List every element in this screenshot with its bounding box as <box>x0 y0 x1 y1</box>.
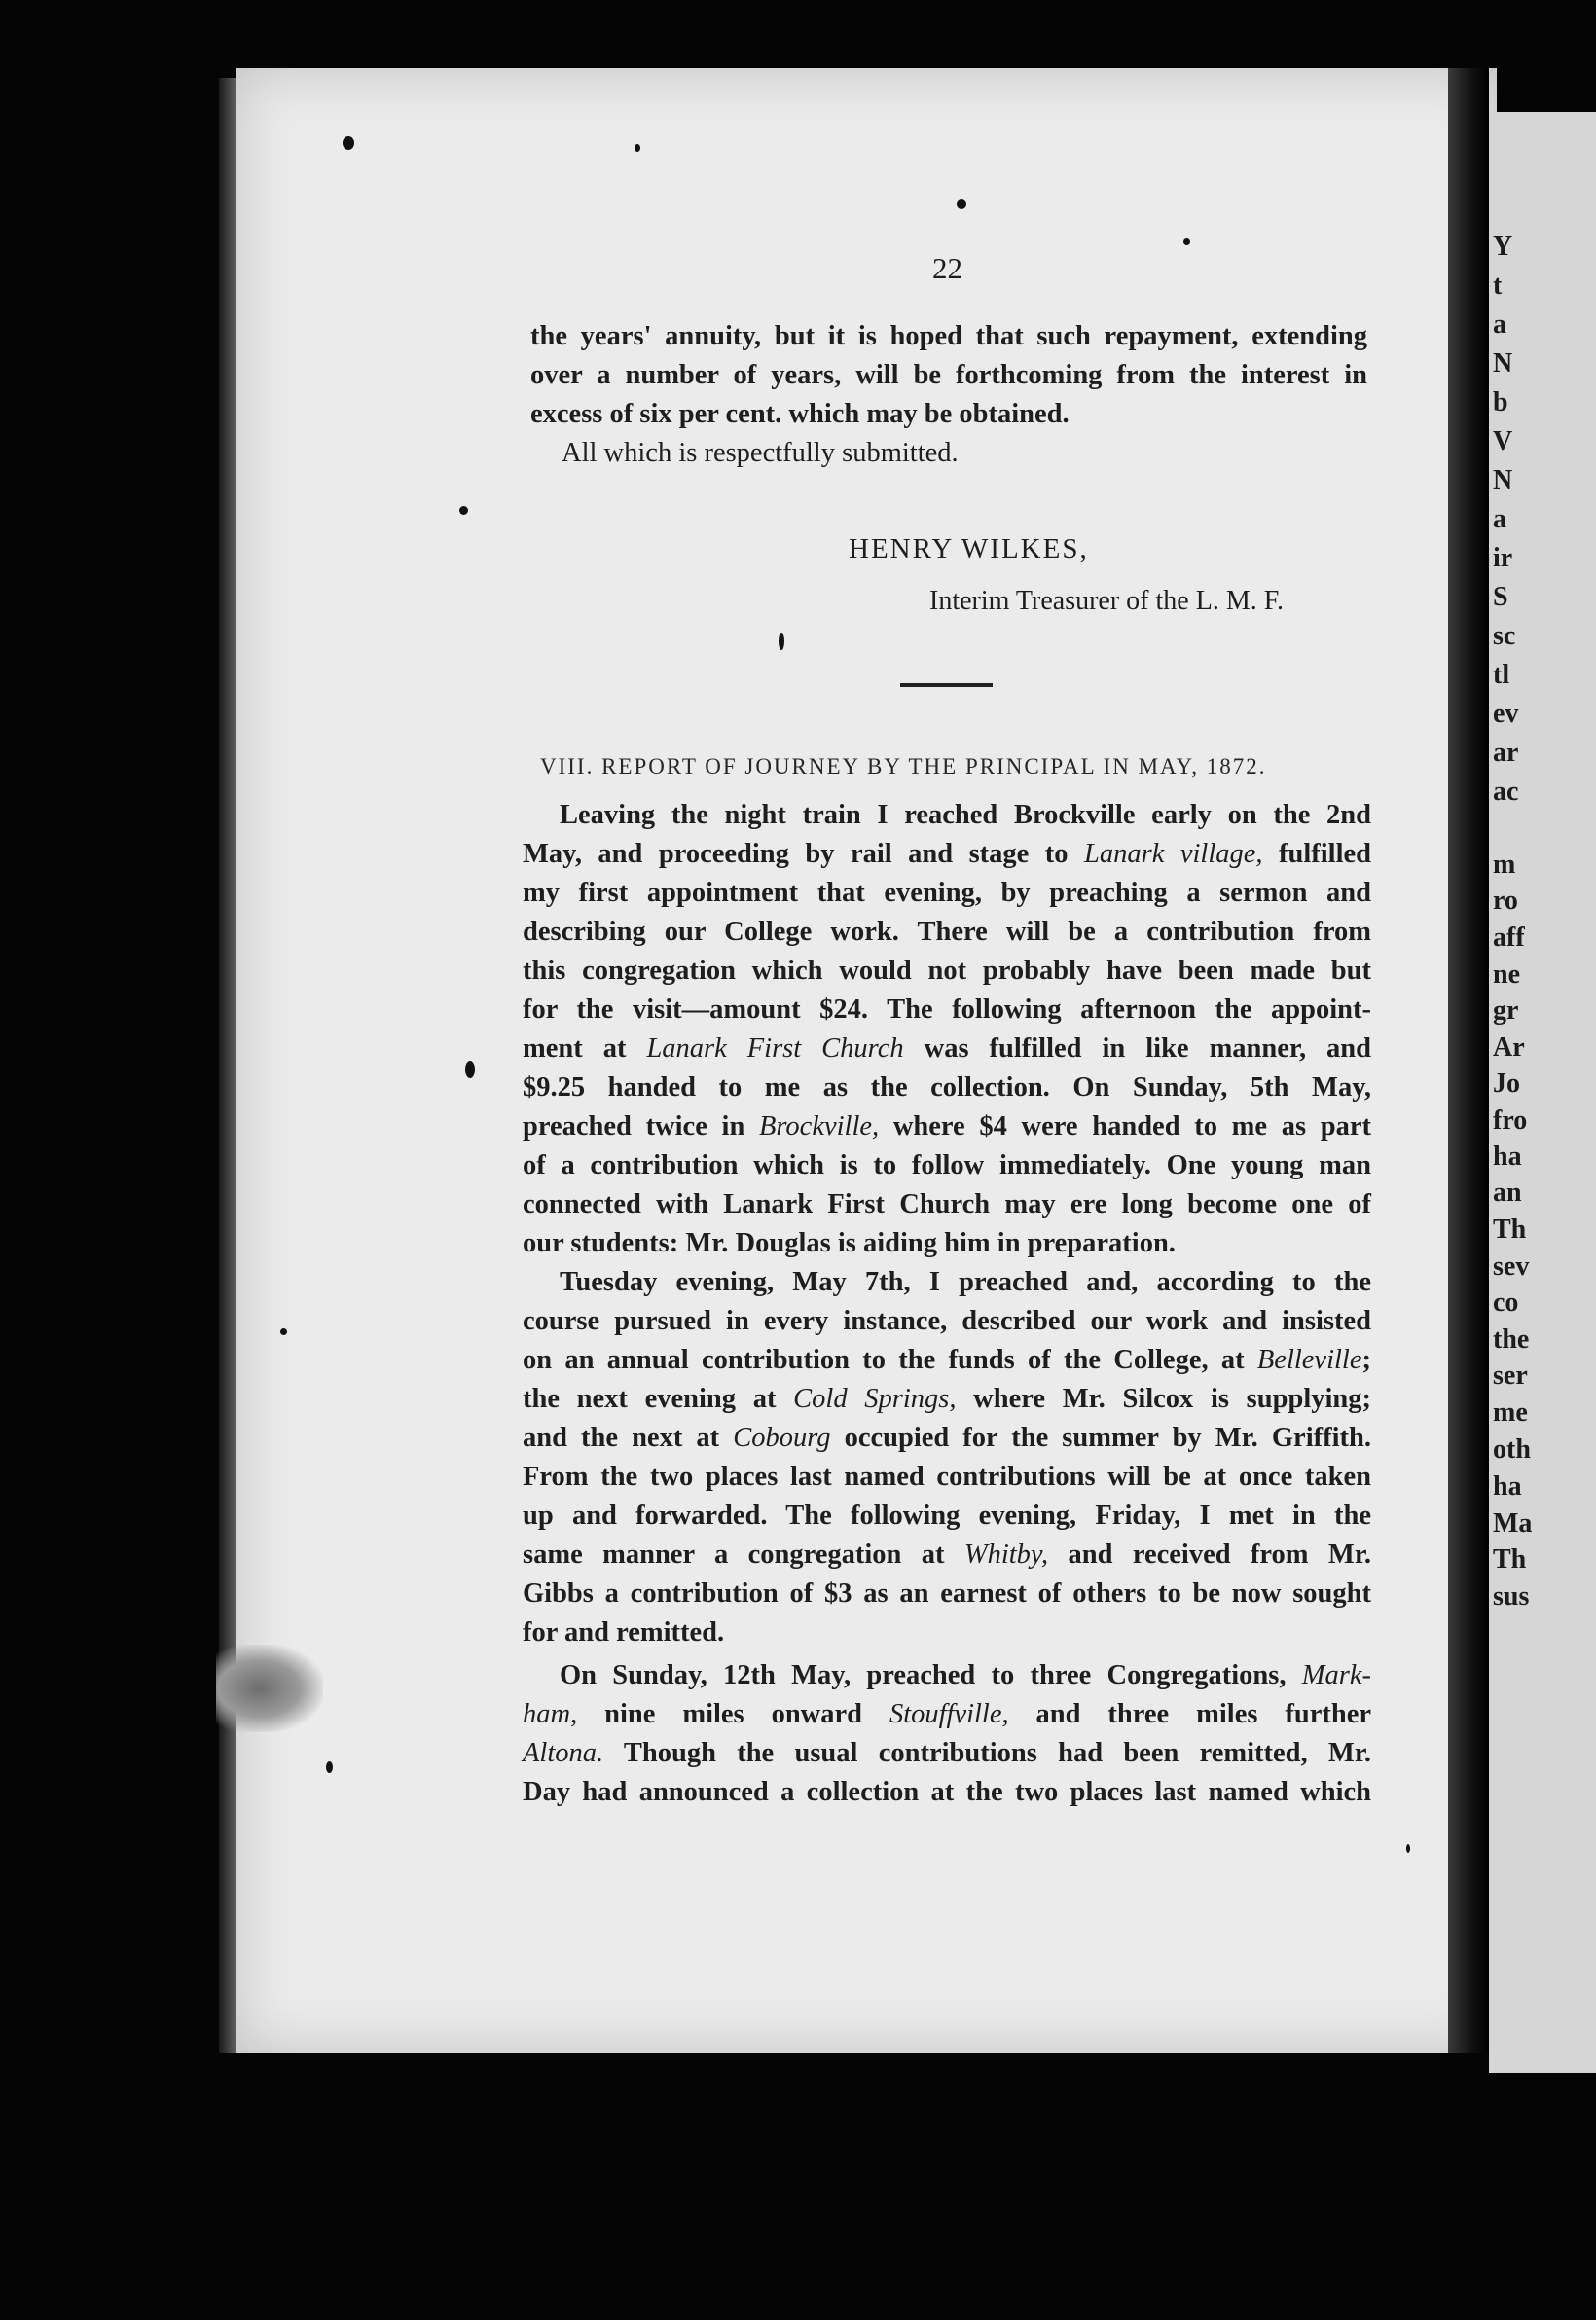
text-line: $9.25 handed to me as the collection. On Sunday, 5th May, <box>523 1072 1371 1103</box>
text-line: of a contribution which is to follow immediately. One young man <box>523 1150 1371 1180</box>
text-line: and the next at Cobourg occupied for the summer by Mr. Griffith. <box>523 1423 1371 1453</box>
facing-page-fragment: a <box>1493 504 1506 534</box>
facing-page-fragment: ser <box>1493 1360 1528 1391</box>
text-line: on an annual contribution to the funds of the College, at Belleville; <box>523 1345 1371 1375</box>
facing-page-fragment: N <box>1493 465 1513 495</box>
facing-page-fragment: me <box>1493 1397 1528 1428</box>
facing-page-fragment: gr <box>1493 996 1519 1026</box>
dust-speck <box>1406 1844 1410 1853</box>
text-line: May, and proceeding by rail and stage to Lanark village, fulfilled <box>523 839 1371 869</box>
facing-page-fragment: t <box>1493 271 1503 301</box>
text-line: same manner a congregation at Whitby, and received from Mr. <box>523 1540 1371 1570</box>
text-line: this congregation which would not probably have been made but <box>523 956 1371 986</box>
book-gutter <box>1448 68 1489 2053</box>
text-line: Tuesday evening, May 7th, I preached and, according to the <box>560 1267 1371 1297</box>
facing-page-fragment: an <box>1493 1178 1522 1208</box>
text-line: the next evening at Cold Springs, where Mr. Silcox is supplying; <box>523 1384 1372 1414</box>
text-line: for the visit—amount $24. The following afternoon the appoint- <box>523 995 1371 1025</box>
text-line: my first appointment that evening, by preaching a sermon and <box>523 878 1371 908</box>
facing-page-fragment: aff <box>1493 923 1525 953</box>
facing-page-fragment: sev <box>1493 1251 1530 1282</box>
text-line: preached twice in Brockville, where $4 were handed to me as part <box>523 1111 1371 1142</box>
facing-page <box>1489 112 1596 2073</box>
facing-page-fragment: m <box>1493 850 1516 880</box>
facing-page-fragment: ir <box>1493 543 1513 573</box>
facing-page-fragment: oth <box>1493 1434 1531 1465</box>
facing-page-fragment: ar <box>1493 738 1519 768</box>
dust-speck <box>957 199 966 209</box>
text-line: Day had announced a collection at the two places last named which <box>523 1777 1371 1807</box>
facing-page-fragment: ac <box>1493 777 1519 807</box>
text-line: ment at Lanark First Church was fulfilled in like manner, and <box>523 1033 1371 1064</box>
text-line: the years' annuity, but it is hoped that such repayment, extending <box>530 321 1367 351</box>
facing-page-fragment: Y <box>1493 232 1513 262</box>
facing-page-fragment: co <box>1493 1287 1519 1318</box>
facing-page-fragment: ro <box>1493 886 1518 916</box>
closing-line: All which is respectfully submitted. <box>562 438 959 468</box>
dust-speck <box>459 506 468 515</box>
facing-page-fragment: a <box>1493 309 1506 340</box>
facing-page-fragment: V <box>1493 426 1513 456</box>
paragraph-3 <box>523 1656 1371 1812</box>
paragraph-1 <box>523 796 1371 1263</box>
facing-page-fragment: Ar <box>1493 1033 1525 1063</box>
facing-page-fragment: ne <box>1493 960 1520 990</box>
text-line: describing our College work. There will be a contribution from <box>523 917 1371 947</box>
text-line: From the two places last named contributions will be at once taken <box>523 1462 1371 1492</box>
text-line: up and forwarded. The following evening, Friday, I met in the <box>523 1501 1371 1531</box>
facing-page-fragment: Jo <box>1493 1069 1520 1099</box>
facing-page-fragment: sus <box>1493 1581 1530 1612</box>
text-line: course pursued in every instance, described our work and insisted <box>523 1306 1371 1336</box>
text-line: over a number of years, will be forthcoming from the interest in <box>530 360 1367 390</box>
text-line: ham, nine miles onward Stouffville, and three miles further <box>523 1699 1371 1729</box>
dust-speck <box>1183 238 1190 245</box>
facing-page-fragment: Th <box>1493 1214 1527 1245</box>
text-line: Gibbs a contribution of $3 as an earnest of others to be now sought <box>523 1578 1371 1609</box>
facing-page-fragment: b <box>1493 387 1508 417</box>
page-stain <box>216 1645 323 1732</box>
facing-page-fragment: tl <box>1493 660 1510 690</box>
text-line: Leaving the night train I reached Brockville early on the 2nd <box>560 800 1371 830</box>
facing-page-fragment: ha <box>1493 1471 1522 1502</box>
facing-page-fragment: S <box>1493 582 1508 612</box>
opening-text <box>530 317 1367 473</box>
text-line: for and remitted. <box>523 1617 725 1648</box>
dust-speck <box>635 144 640 152</box>
facing-page-fragment: Th <box>1493 1544 1527 1575</box>
text-line: On Sunday, 12th May, preached to three Congregations, Mark- <box>560 1660 1371 1690</box>
section-divider <box>900 683 993 687</box>
facing-page-fragment: Ma <box>1493 1508 1533 1539</box>
section-heading: VIII. REPORT OF JOURNEY BY THE PRINCIPAL IN MAY, 1872. <box>540 754 1267 779</box>
facing-page-fragment: ev <box>1493 699 1519 729</box>
facing-page-fragment: the <box>1493 1324 1530 1355</box>
dust-speck <box>779 633 784 650</box>
signature-title: Interim Treasurer of the L. M. F. <box>929 586 1285 616</box>
text-line: connected with Lanark First Church may ere long become one of <box>523 1189 1371 1219</box>
signature-name: HENRY WILKES, <box>849 533 1089 564</box>
text-line: our students: Mr. Douglas is aiding him in preparation. <box>523 1228 1176 1258</box>
facing-page-fragment: fro <box>1493 1106 1528 1136</box>
dust-speck <box>326 1761 333 1773</box>
text-line: excess of six per cent. which may be obtained. <box>530 399 1070 429</box>
paragraph-2 <box>523 1263 1371 1652</box>
dust-speck <box>343 136 354 150</box>
page-number: 22 <box>932 251 962 285</box>
dust-speck <box>280 1328 287 1335</box>
text-line: Altona. Though the usual contributions had been remitted, Mr. <box>523 1738 1371 1768</box>
facing-page-fragment: sc <box>1493 621 1516 651</box>
facing-page-fragment: ha <box>1493 1142 1522 1172</box>
facing-page-fragment: N <box>1493 348 1513 379</box>
dust-speck <box>465 1061 475 1078</box>
